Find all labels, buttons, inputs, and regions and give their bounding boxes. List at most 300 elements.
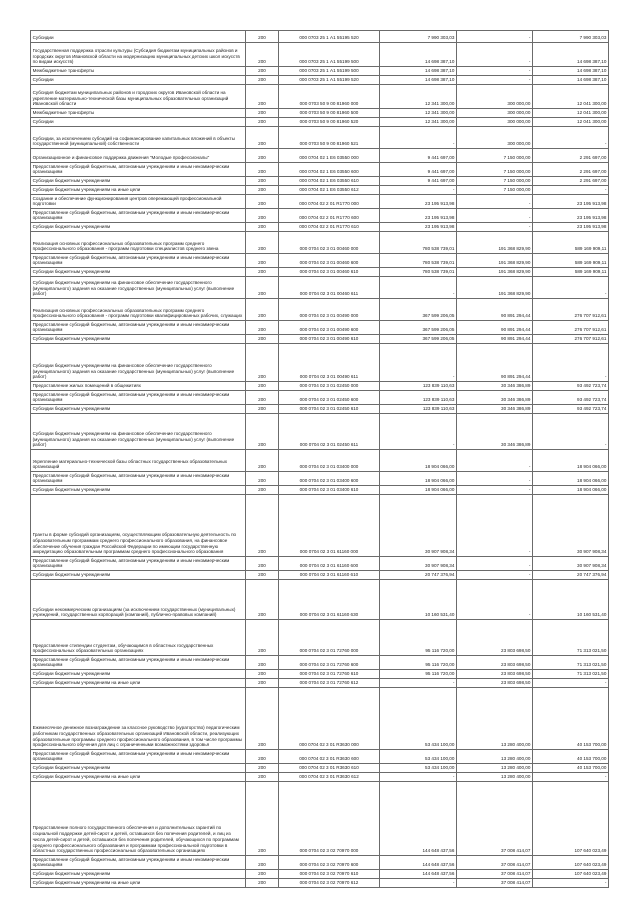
table-row [31, 186, 609, 195]
cell-budget-classification-code: 000 0704 02 3 01 02450 000 [279, 382, 380, 391]
cell-indicator-name: Предоставление субсидий бюджетным, автономным учреждениям и иным некоммерческим организациям [31, 209, 246, 223]
table-row [31, 382, 609, 391]
cell-budget-classification-code: 000 0704 02 1 Е6 03550 610 [279, 177, 380, 186]
cell-line-code: 200 [246, 405, 279, 414]
cell-executed-amount: - [457, 195, 533, 209]
cell-approved-amount: 12 341 300,00 [380, 118, 457, 127]
cell-line-code: 200 [246, 344, 279, 382]
cell-indicator-name: Субсидии бюджетным учреждениям [31, 223, 246, 232]
cell-budget-classification-code: 000 0704 02 3 01 72760 600 [279, 656, 380, 670]
cell-budget-classification-code: 000 0704 02 3 01 00460 610 [279, 268, 380, 277]
cell-line-code: 200 [246, 414, 279, 450]
cell-executed-amount: 7 150 000,00 [457, 163, 533, 177]
cell-unexecuted-amount: 107 640 023,49 [533, 870, 609, 879]
cell-executed-amount: 23 803 698,50 [457, 656, 533, 670]
cell-approved-amount: - [380, 414, 457, 450]
cell-unexecuted-amount: 10 160 531,40 [533, 580, 609, 620]
table-row [31, 149, 609, 163]
cell-approved-amount: 780 538 739,01 [380, 254, 457, 268]
cell-approved-amount: 144 648 437,56 [380, 870, 457, 879]
cell-indicator-name: Субсидии некоммерческим организациям (за исключением государственных (муниципальных) учреждений, государственных корпораций (компаний), публично-правовых компаний) [31, 580, 246, 620]
cell-unexecuted-amount: - [533, 879, 609, 888]
table-row [31, 232, 609, 254]
cell-approved-amount: 123 839 110,63 [380, 382, 457, 391]
cell-budget-classification-code: 000 0704 02 3 01 R3630 000 [279, 688, 380, 750]
cell-budget-classification-code: 000 0704 02 3 01 61160 600 [279, 557, 380, 571]
table-row [31, 209, 609, 223]
cell-unexecuted-amount: 93 492 723,74 [533, 405, 609, 414]
cell-unexecuted-amount: - [533, 186, 609, 195]
cell-budget-classification-code: 000 0704 02 3 01 03400 000 [279, 450, 380, 472]
cell-unexecuted-amount: - [533, 127, 609, 149]
cell-unexecuted-amount: 18 904 066,00 [533, 450, 609, 472]
cell-executed-amount: 30 346 386,89 [457, 414, 533, 450]
cell-approved-amount: 53 434 100,00 [380, 764, 457, 773]
cell-approved-amount: 53 434 100,00 [380, 750, 457, 764]
cell-budget-classification-code: 000 0704 02 3 01 00490 000 [279, 299, 380, 321]
cell-indicator-name: Предоставление полного государственного обеспечения и дополнительных гарантий по социальной поддержке детей-сирот и детей, оставшихся без попечения родителей, и лиц из числа детей-сирот и детей, оставшихся без попечения родителей, обучающихся по программам среднего профессионального образования и программам профессиональной подготовки в областных государственных профессиональных образовательных организациях [31, 782, 246, 856]
cell-line-code: 200 [246, 382, 279, 391]
cell-executed-amount: 30 346 386,89 [457, 382, 533, 391]
cell-indicator-name: Предоставление субсидий бюджетным, автономным учреждениям и иным некоммерческим организациям [31, 656, 246, 670]
cell-executed-amount: 7 150 000,00 [457, 186, 533, 195]
cell-budget-classification-code: 000 0704 02 3 01 72760 610 [279, 670, 380, 679]
cell-budget-classification-code: 000 0704 02 3 01 61160 000 [279, 495, 380, 557]
cell-line-code: 200 [246, 571, 279, 580]
table-row [31, 344, 609, 382]
cell-indicator-name: Предоставление субсидий бюджетным, автономным учреждениям и иным некоммерческим организациям [31, 163, 246, 177]
cell-line-code: 200 [246, 764, 279, 773]
cell-approved-amount: 780 538 739,01 [380, 268, 457, 277]
cell-line-code: 200 [246, 268, 279, 277]
cell-line-code: 200 [246, 580, 279, 620]
table-row [31, 782, 609, 856]
cell-approved-amount: - [380, 679, 457, 688]
cell-budget-classification-code: 000 0704 02 3 01 72760 000 [279, 620, 380, 656]
cell-executed-amount: 90 891 294,44 [457, 321, 533, 335]
cell-approved-amount: 20 747 376,94 [380, 571, 457, 580]
cell-line-code: 200 [246, 870, 279, 879]
cell-approved-amount: 144 648 437,56 [380, 782, 457, 856]
cell-approved-amount: 30 907 908,34 [380, 495, 457, 557]
table-row [31, 43, 609, 67]
cell-line-code: 200 [246, 750, 279, 764]
table-row [31, 620, 609, 656]
cell-executed-amount: 37 008 414,07 [457, 870, 533, 879]
cell-budget-classification-code: 000 0704 02 3 02 70970 600 [279, 856, 380, 870]
cell-line-code: 200 [246, 223, 279, 232]
cell-unexecuted-amount: 107 640 023,49 [533, 856, 609, 870]
cell-budget-classification-code: 000 0704 02 3 02 70970 612 [279, 879, 380, 888]
cell-approved-amount: 12 341 300,00 [380, 109, 457, 118]
cell-indicator-name: Субсидии [31, 76, 246, 85]
cell-indicator-name: Предоставление субсидий бюджетным, автономным учреждениям и иным некоммерческим организациям [31, 254, 246, 268]
cell-executed-amount: 13 280 400,00 [457, 750, 533, 764]
cell-line-code: 200 [246, 43, 279, 67]
cell-executed-amount: - [457, 209, 533, 223]
table-row [31, 127, 609, 149]
cell-approved-amount: - [380, 773, 457, 782]
cell-approved-amount: 367 599 206,05 [380, 335, 457, 344]
cell-unexecuted-amount: 7 990 303,03 [533, 31, 609, 43]
cell-approved-amount: 23 195 913,98 [380, 223, 457, 232]
cell-indicator-name: Субсидии бюджетным учреждениям [31, 405, 246, 414]
cell-budget-classification-code: 000 0704 02 3 01 00490 610 [279, 335, 380, 344]
cell-budget-classification-code: 000 0704 02 2 01 R1770 000 [279, 195, 380, 209]
cell-indicator-name: Субсидии бюджетным учреждениям [31, 870, 246, 879]
cell-executed-amount: 300 000,00 [457, 127, 533, 149]
cell-executed-amount: - [457, 580, 533, 620]
cell-approved-amount: - [380, 277, 457, 299]
table-row [31, 879, 609, 888]
cell-indicator-name: Реализация основных профессиональных образовательных программ среднего профессионального образования - программ подготовки специалистов среднего звена [31, 232, 246, 254]
table-row [31, 76, 609, 85]
table-row [31, 177, 609, 186]
cell-executed-amount: - [457, 31, 533, 43]
cell-budget-classification-code: 000 0703 25 1 А1 55199 500 [279, 67, 380, 76]
cell-budget-classification-code: 000 0703 50 9 00 81960 520 [279, 118, 380, 127]
table-row [31, 67, 609, 76]
table-row [31, 688, 609, 750]
cell-unexecuted-amount: 23 195 913,98 [533, 195, 609, 209]
cell-line-code: 200 [246, 679, 279, 688]
cell-unexecuted-amount: 71 313 021,50 [533, 620, 609, 656]
table-row [31, 450, 609, 472]
cell-budget-classification-code: 000 0704 02 3 01 00490 600 [279, 321, 380, 335]
table-row [31, 391, 609, 405]
cell-line-code: 200 [246, 299, 279, 321]
cell-approved-amount: 95 116 720,00 [380, 670, 457, 679]
cell-indicator-name: Ежемесячное денежное вознаграждение за классное руководство (кураторство) педагогическим работникам государственных образовательных организаций Ивановской области, реализующих образовательные программы среднего профессионального образования, в том числе программы профессионального обучения для лиц с ограниченными возможностями здоровья [31, 688, 246, 750]
cell-executed-amount: 90 891 294,44 [457, 344, 533, 382]
cell-executed-amount: 37 008 414,07 [457, 856, 533, 870]
table-row [31, 277, 609, 299]
cell-unexecuted-amount: 14 698 387,10 [533, 43, 609, 67]
cell-indicator-name: Создание и обеспечение функционирования центров опережающей профессиональной подготовки [31, 195, 246, 209]
cell-executed-amount: - [457, 67, 533, 76]
cell-approved-amount: 123 839 110,63 [380, 405, 457, 414]
cell-approved-amount: 23 195 913,98 [380, 209, 457, 223]
cell-executed-amount: 37 008 414,07 [457, 782, 533, 856]
cell-unexecuted-amount: 589 169 909,11 [533, 232, 609, 254]
cell-unexecuted-amount: 20 747 376,94 [533, 571, 609, 580]
table-row [31, 670, 609, 679]
table-row [31, 764, 609, 773]
cell-unexecuted-amount: 12 041 300,00 [533, 118, 609, 127]
cell-indicator-name: Межбюджетные трансферты [31, 67, 246, 76]
cell-line-code: 200 [246, 321, 279, 335]
cell-indicator-name: Субсидии бюджетным учреждениям [31, 670, 246, 679]
cell-unexecuted-amount: 40 153 700,00 [533, 688, 609, 750]
cell-indicator-name: Субсидии, за исключением субсидий на софинансирование капитальных вложений в объекты государственной (муниципальной) собственности [31, 127, 246, 149]
cell-approved-amount: 53 434 100,00 [380, 688, 457, 750]
cell-executed-amount: - [457, 76, 533, 85]
cell-budget-classification-code: 000 0703 50 9 00 81960 521 [279, 127, 380, 149]
cell-unexecuted-amount: 14 698 387,10 [533, 67, 609, 76]
cell-line-code: 200 [246, 656, 279, 670]
cell-approved-amount: - [380, 344, 457, 382]
cell-approved-amount: 123 839 110,63 [380, 391, 457, 405]
table-row [31, 335, 609, 344]
cell-unexecuted-amount: 276 707 912,61 [533, 335, 609, 344]
cell-executed-amount: 7 150 000,00 [457, 177, 533, 186]
table-row [31, 85, 609, 109]
cell-indicator-name: Субсидия бюджетам муниципальных районов и городских округов Ивановской области на укрепление материально-технической базы муниципальных образовательных организаций Ивановской области [31, 85, 246, 109]
cell-executed-amount: 30 346 386,89 [457, 405, 533, 414]
cell-budget-classification-code: 000 0704 02 3 01 02450 610 [279, 405, 380, 414]
table-row [31, 268, 609, 277]
cell-approved-amount: 23 195 913,98 [380, 195, 457, 209]
cell-approved-amount: 9 441 697,00 [380, 149, 457, 163]
cell-indicator-name: Субсидии бюджетным учреждениям [31, 177, 246, 186]
cell-line-code: 200 [246, 450, 279, 472]
cell-indicator-name: Субсидии бюджетным учреждениям [31, 335, 246, 344]
cell-line-code: 200 [246, 149, 279, 163]
cell-indicator-name: Предоставление субсидий бюджетным, автономным учреждениям и иным некоммерческим организациям [31, 391, 246, 405]
cell-unexecuted-amount: 71 313 021,50 [533, 656, 609, 670]
cell-line-code: 200 [246, 472, 279, 486]
cell-approved-amount: 9 441 697,00 [380, 177, 457, 186]
cell-unexecuted-amount: 2 291 697,00 [533, 149, 609, 163]
cell-line-code: 200 [246, 670, 279, 679]
cell-indicator-name: Межбюджетные трансферты [31, 109, 246, 118]
cell-unexecuted-amount: 12 041 300,00 [533, 109, 609, 118]
table-row [31, 118, 609, 127]
cell-approved-amount: 14 698 387,10 [380, 67, 457, 76]
table-row [31, 254, 609, 268]
cell-executed-amount: - [457, 472, 533, 486]
cell-unexecuted-amount: - [533, 773, 609, 782]
cell-line-code: 200 [246, 391, 279, 405]
cell-executed-amount: 37 008 414,07 [457, 879, 533, 888]
cell-unexecuted-amount: - [533, 277, 609, 299]
cell-budget-classification-code: 000 0704 02 2 01 R1770 610 [279, 223, 380, 232]
cell-unexecuted-amount: 589 169 909,11 [533, 254, 609, 268]
cell-unexecuted-amount: 276 707 912,61 [533, 321, 609, 335]
cell-indicator-name: Субсидии бюджетным учреждениям на иные цели [31, 773, 246, 782]
cell-budget-classification-code: 000 0704 02 1 Е6 03550 600 [279, 163, 380, 177]
cell-indicator-name: Субсидии бюджетным учреждениям на иные цели [31, 879, 246, 888]
table-row [31, 656, 609, 670]
table-row [31, 163, 609, 177]
cell-unexecuted-amount: 71 313 021,50 [533, 670, 609, 679]
cell-budget-classification-code: 000 0703 25 1 А1 55199 520 [279, 76, 380, 85]
cell-executed-amount: 13 280 400,00 [457, 773, 533, 782]
cell-budget-classification-code: 000 0704 02 3 01 02450 611 [279, 414, 380, 450]
cell-approved-amount: 30 907 908,34 [380, 557, 457, 571]
cell-indicator-name: Субсидии бюджетным учреждениям на финансовое обеспечение государственного (муниципального) задания на оказание государственных (муниципальных) услуг (выполнение работ) [31, 344, 246, 382]
cell-executed-amount: 23 803 698,50 [457, 620, 533, 656]
cell-executed-amount: 7 150 000,00 [457, 149, 533, 163]
cell-indicator-name: Предоставление стипендии студентам, обучающимся в областных государственных профессиональных образовательных организациях [31, 620, 246, 656]
cell-executed-amount: - [457, 571, 533, 580]
cell-executed-amount: 23 803 698,50 [457, 670, 533, 679]
cell-indicator-name: Предоставление субсидий бюджетным, автономным учреждениям и иным некоммерческим организациям [31, 321, 246, 335]
cell-budget-classification-code: 000 0704 02 3 01 00460 611 [279, 277, 380, 299]
cell-approved-amount: 367 599 206,05 [380, 321, 457, 335]
cell-line-code: 200 [246, 76, 279, 85]
cell-budget-classification-code: 000 0703 25 1 А1 55195 520 [279, 31, 380, 43]
cell-approved-amount: 95 116 720,00 [380, 620, 457, 656]
table-body [31, 31, 609, 888]
cell-line-code: 200 [246, 186, 279, 195]
table-row [31, 750, 609, 764]
cell-indicator-name: Субсидии бюджетным учреждениям на иные цели [31, 186, 246, 195]
cell-unexecuted-amount: 12 041 300,00 [533, 85, 609, 109]
cell-unexecuted-amount: 2 291 697,00 [533, 177, 609, 186]
cell-approved-amount: - [380, 879, 457, 888]
cell-line-code: 200 [246, 879, 279, 888]
cell-line-code: 200 [246, 177, 279, 186]
cell-executed-amount: - [457, 223, 533, 232]
cell-indicator-name: Гранты в форме субсидий организациям, осуществляющим образовательную деятельность по образовательным программам среднего профессионального образования, на финансовое обеспечение обучения граждан Российской Федерации по имеющим государственную аккредитацию образовательным программам среднего профессионального образования [31, 495, 246, 557]
cell-executed-amount: 300 000,00 [457, 118, 533, 127]
cell-approved-amount: 14 698 387,10 [380, 76, 457, 85]
cell-executed-amount: 191 368 829,90 [457, 254, 533, 268]
cell-line-code: 200 [246, 620, 279, 656]
cell-unexecuted-amount: 40 153 700,00 [533, 750, 609, 764]
cell-budget-classification-code: 000 0704 02 1 Е6 03550 612 [279, 186, 380, 195]
table-row [31, 495, 609, 557]
cell-approved-amount: 95 116 720,00 [380, 656, 457, 670]
table-row [31, 195, 609, 209]
cell-unexecuted-amount: - [533, 414, 609, 450]
cell-approved-amount: 12 341 300,00 [380, 85, 457, 109]
cell-approved-amount: 367 599 206,05 [380, 299, 457, 321]
cell-line-code: 200 [246, 195, 279, 209]
cell-approved-amount: 9 441 697,00 [380, 163, 457, 177]
cell-budget-classification-code: 000 0704 02 3 01 R3630 612 [279, 773, 380, 782]
table-row [31, 109, 609, 118]
cell-approved-amount: - [380, 186, 457, 195]
cell-unexecuted-amount: 30 907 908,34 [533, 557, 609, 571]
cell-budget-classification-code: 000 0704 02 3 01 02450 600 [279, 391, 380, 405]
cell-line-code: 200 [246, 109, 279, 118]
table-row [31, 321, 609, 335]
cell-line-code: 200 [246, 254, 279, 268]
table-row [31, 557, 609, 571]
cell-approved-amount: 10 160 531,40 [380, 580, 457, 620]
cell-budget-classification-code: 000 0704 02 3 01 00460 600 [279, 254, 380, 268]
cell-indicator-name: Предоставление жилых помещений в общежитиях [31, 382, 246, 391]
cell-budget-classification-code: 000 0704 02 3 01 03400 610 [279, 486, 380, 495]
cell-executed-amount: 191 368 829,90 [457, 268, 533, 277]
cell-line-code: 200 [246, 277, 279, 299]
budget-execution-table [30, 30, 609, 888]
cell-executed-amount: 30 346 386,89 [457, 391, 533, 405]
cell-approved-amount: 780 538 739,01 [380, 232, 457, 254]
cell-unexecuted-amount: 40 153 700,00 [533, 764, 609, 773]
table-row [31, 571, 609, 580]
cell-unexecuted-amount: 23 195 913,98 [533, 209, 609, 223]
cell-executed-amount: 300 000,00 [457, 85, 533, 109]
cell-indicator-name: Субсидии бюджетным учреждениям [31, 571, 246, 580]
table-row [31, 679, 609, 688]
cell-line-code: 200 [246, 856, 279, 870]
cell-unexecuted-amount: 93 492 723,74 [533, 382, 609, 391]
cell-approved-amount: 18 904 066,00 [380, 450, 457, 472]
cell-line-code: 200 [246, 163, 279, 177]
table-row [31, 299, 609, 321]
cell-approved-amount: 7 990 303,03 [380, 31, 457, 43]
cell-unexecuted-amount: 18 904 066,00 [533, 472, 609, 486]
cell-unexecuted-amount: 93 492 723,74 [533, 391, 609, 405]
cell-unexecuted-amount: 23 195 913,98 [533, 223, 609, 232]
cell-approved-amount: - [380, 127, 457, 149]
cell-executed-amount: 191 368 829,90 [457, 277, 533, 299]
cell-executed-amount: 13 280 400,00 [457, 764, 533, 773]
cell-line-code: 200 [246, 118, 279, 127]
cell-unexecuted-amount: 589 169 909,11 [533, 268, 609, 277]
cell-line-code: 200 [246, 335, 279, 344]
cell-indicator-name: Организационное и финансовое поддержка движения "Молодые профессионалы" [31, 149, 246, 163]
cell-line-code: 200 [246, 209, 279, 223]
cell-budget-classification-code: 000 0703 50 9 00 81960 500 [279, 109, 380, 118]
table-row [31, 405, 609, 414]
cell-approved-amount: 18 904 066,00 [380, 472, 457, 486]
cell-indicator-name: Укрепление материально-технической базы областных государственных образовательных организаций [31, 450, 246, 472]
cell-indicator-name: Субсидии бюджетным учреждениям на финансовое обеспечение государственного (муниципального) задания на оказание государственных (муниципальных) услуг (выполнение работ) [31, 277, 246, 299]
cell-line-code: 200 [246, 782, 279, 856]
cell-indicator-name: Предоставление субсидий бюджетным, автономным учреждениям и иным некоммерческим организациям [31, 557, 246, 571]
cell-executed-amount: - [457, 43, 533, 67]
cell-approved-amount: 14 698 387,10 [380, 43, 457, 67]
cell-unexecuted-amount: - [533, 679, 609, 688]
cell-budget-classification-code: 000 0704 02 3 01 R3630 610 [279, 764, 380, 773]
cell-line-code: 200 [246, 31, 279, 43]
cell-unexecuted-amount: 30 907 908,34 [533, 495, 609, 557]
cell-executed-amount: 300 000,00 [457, 109, 533, 118]
cell-executed-amount: - [457, 557, 533, 571]
cell-indicator-name: Субсидии бюджетным учреждениям на иные цели [31, 679, 246, 688]
cell-indicator-name: Реализация основных профессиональных образовательных программ среднего профессионального образования - программ подготовки квалифицированных рабочих, служащих [31, 299, 246, 321]
cell-budget-classification-code: 000 0704 02 3 01 61160 610 [279, 571, 380, 580]
cell-indicator-name: Предоставление субсидий бюджетным, автономным учреждениям и иным некоммерческим организациям [31, 856, 246, 870]
table-row [31, 31, 609, 43]
cell-approved-amount: 144 648 437,56 [380, 856, 457, 870]
cell-unexecuted-amount: - [533, 344, 609, 382]
cell-unexecuted-amount: 18 904 066,00 [533, 486, 609, 495]
cell-executed-amount: 23 803 698,50 [457, 679, 533, 688]
cell-line-code: 200 [246, 67, 279, 76]
cell-executed-amount: 191 368 829,90 [457, 232, 533, 254]
cell-indicator-name: Предоставление субсидий бюджетным, автономным учреждениям и иным некоммерческим организациям [31, 472, 246, 486]
cell-line-code: 200 [246, 127, 279, 149]
cell-executed-amount: 13 280 400,00 [457, 688, 533, 750]
cell-budget-classification-code: 000 0704 02 3 02 70970 000 [279, 782, 380, 856]
table-row [31, 486, 609, 495]
cell-indicator-name: Субсидии бюджетным учреждениям на финансовое обеспечение государственного (муниципального) задания на оказание государственных (муниципальных) услуг (выполнение работ) [31, 414, 246, 450]
cell-line-code: 200 [246, 495, 279, 557]
cell-unexecuted-amount: 107 640 023,49 [533, 782, 609, 856]
cell-indicator-name: Предоставление субсидий бюджетным, автономным учреждениям и иным некоммерческим организациям [31, 750, 246, 764]
cell-budget-classification-code: 000 0704 02 3 01 72760 612 [279, 679, 380, 688]
cell-budget-classification-code: 000 0704 02 3 01 00490 611 [279, 344, 380, 382]
cell-budget-classification-code: 000 0704 02 3 01 R3630 600 [279, 750, 380, 764]
cell-executed-amount: - [457, 486, 533, 495]
table-row [31, 472, 609, 486]
cell-indicator-name: Субсидии [31, 31, 246, 43]
cell-line-code: 200 [246, 232, 279, 254]
cell-indicator-name: Субсидии бюджетным учреждениям [31, 486, 246, 495]
table-row [31, 414, 609, 450]
cell-line-code: 200 [246, 486, 279, 495]
cell-indicator-name: Государственная поддержка отрасли культуры (Субсидия бюджетам муниципальных районов и городских округов Ивановской области на модернизацию муниципальных детских школ искусств по видам искусств) [31, 43, 246, 67]
cell-unexecuted-amount: 2 291 697,00 [533, 163, 609, 177]
table-row [31, 870, 609, 879]
cell-budget-classification-code: 000 0703 50 9 00 81960 000 [279, 85, 380, 109]
cell-budget-classification-code: 000 0704 02 3 01 61160 630 [279, 580, 380, 620]
